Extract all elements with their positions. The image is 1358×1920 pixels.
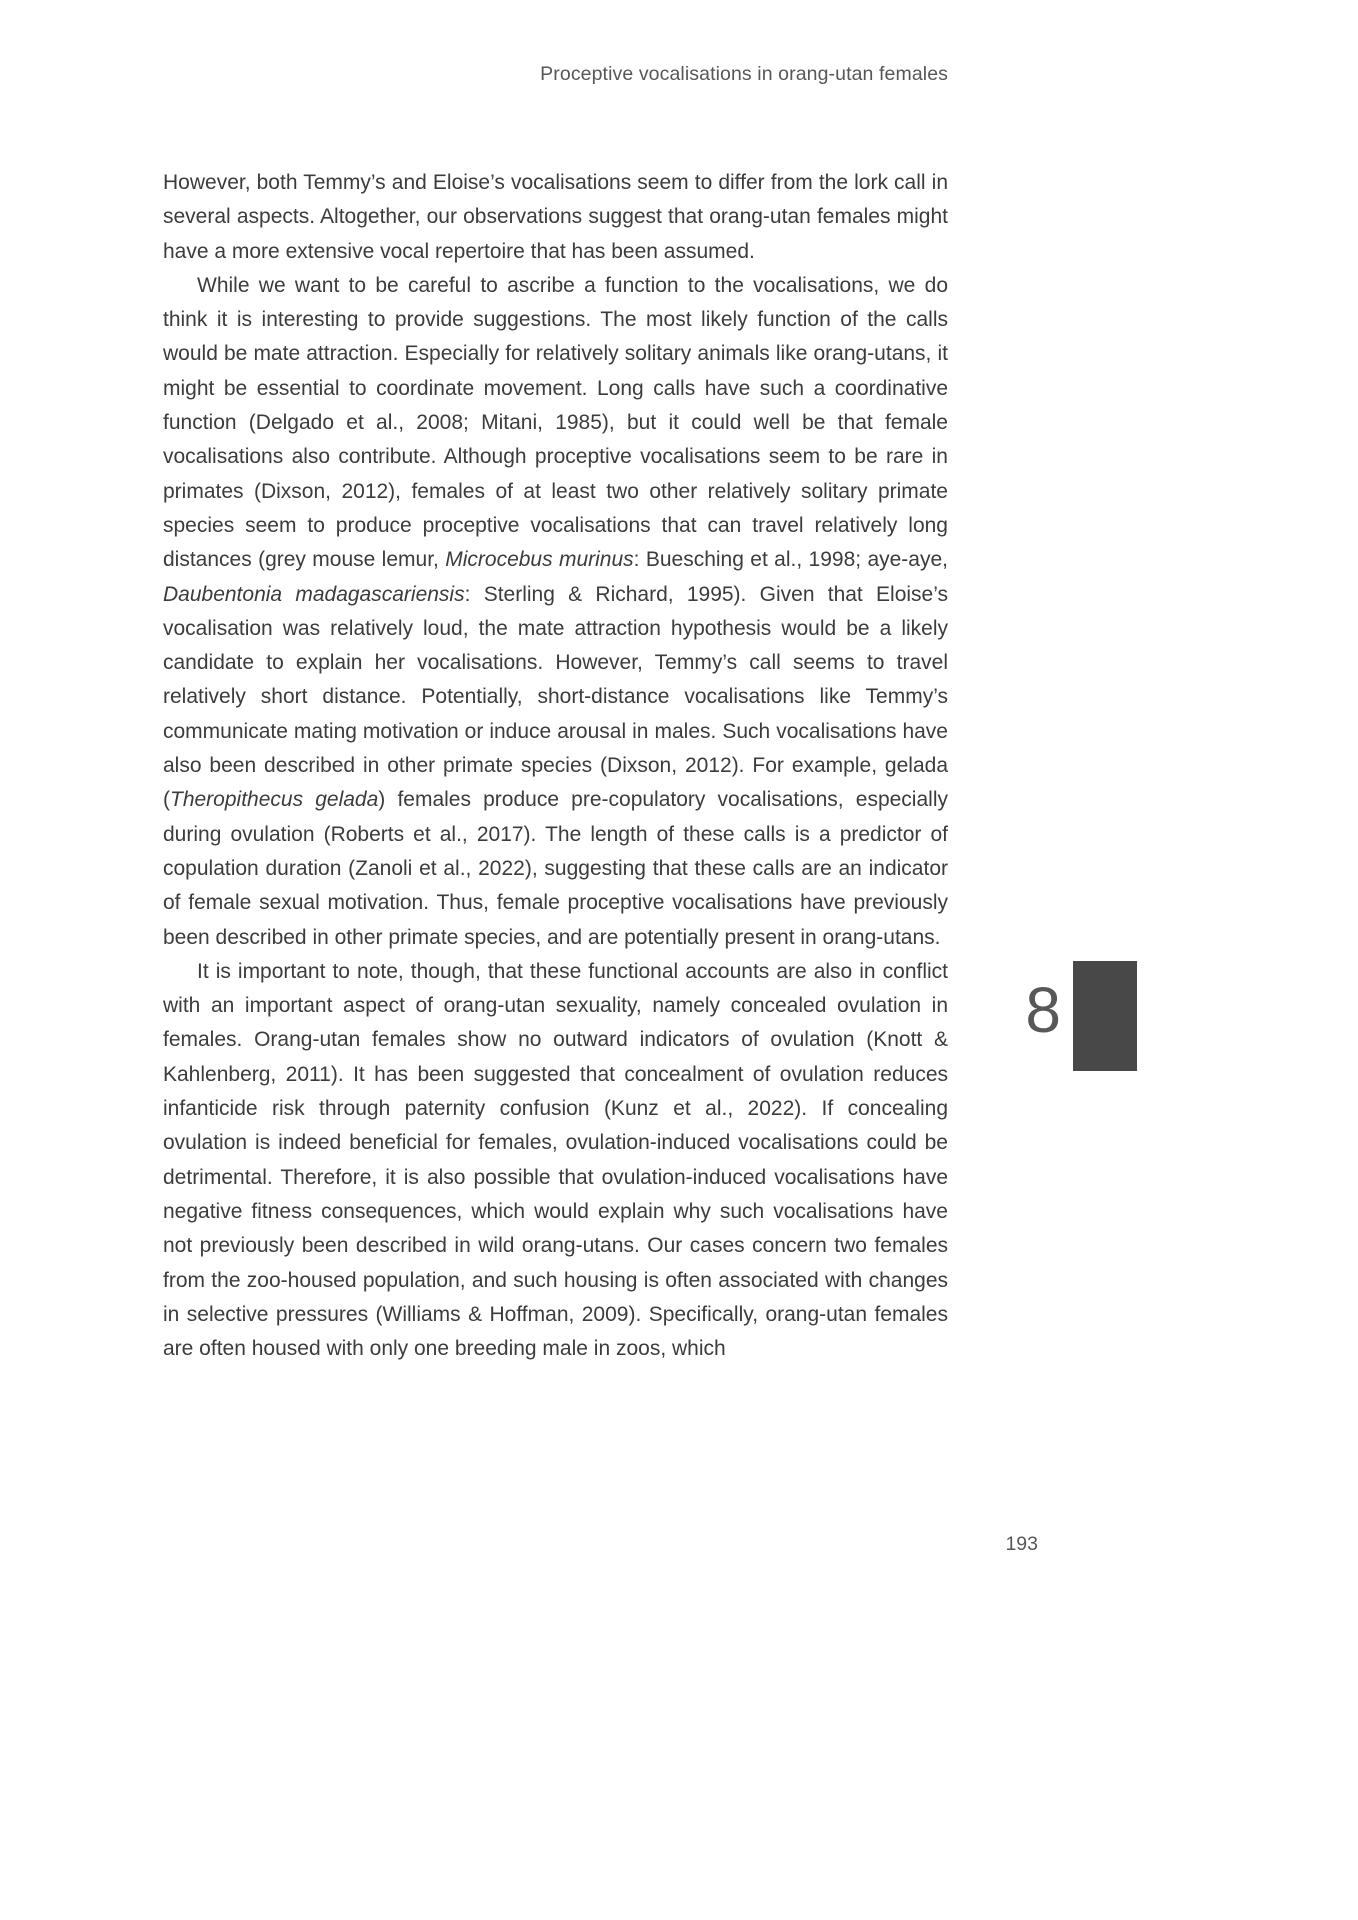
page-number: 193 xyxy=(1005,1533,1038,1555)
text-run: : Buesching et al., 1998; aye-aye, xyxy=(633,548,948,572)
text-run: ) females produce pre-copulatory vocalisations, especially during ovulation (Roberts et al., 2017). The length of these calls is a predictor of copulation duration (Zanoli et al., 2022), suggesting that these calls are an indicator of female sexual motivation. Thus, female proceptive vocalisations have previously been described in other primate species, and are potentially present in orang-utans. xyxy=(163,788,948,949)
chapter-tab-marker xyxy=(1073,961,1137,1071)
body-text xyxy=(163,166,948,1366)
chapter-number: 8 xyxy=(1025,974,1061,1046)
text-run: It is important to note, though, that these functional accounts are also in conflict with an important aspect of orang-utan sexuality, namely concealed ovulation in females. Orang-utan females show no outward indicators of ovulation (Knott & Kahlenberg, 2011). It has been suggested that concealment of ovulation reduces infanticide risk through paternity confusion (Kunz et al., 2022). If concealing ovulation is indeed beneficial for females, ovulation-induced vocalisations could be detrimental. Therefore, it is also possible that ovulation-induced vocalisations have negative fitness consequences, which would explain why such vocalisations have not previously been described in wild orang-utans. Our cases concern two females from the zoo-housed population, and such housing is often associated with changes in selective pressures (Williams & Hoffman, 2009). Specifically, orang-utan females are often housed with only one breeding male in zoos, which xyxy=(163,959,948,1361)
species-name-italic: Daubentonia madagascariensis xyxy=(163,582,465,606)
text-run: While we want to be careful to ascribe a function to the vocalisations, we do think it is interesting to provide suggestions. The most likely function of the calls would be mate attraction. Especially for relatively solitary animals like orang-utans, it might be essential to coordinate movement. Long calls have such a coordinative function (Delgado et al., 2008; Mitani, 1985), but it could well be that female vocalisations also contribute. Although proceptive vocalisations seem to be rare in primates (Dixson, 2012), females of at least two other relatively solitary primate species seem to produce proceptive vocalisations that can travel relatively long distances (grey mouse lemur, xyxy=(163,273,948,572)
text-run: : Sterling & Richard, 1995). Given that Eloise’s vocalisation was relatively loud, the mate attraction hypothesis would be a likely candidate to explain her vocalisations. However, Temmy’s call seems to travel relatively short distance. Potentially, short-distance vocalisations like Temmy’s communicate mating motivation or induce arousal in males. Such vocalisations have also been described in other primate species (Dixson, 2012). For example, gelada ( xyxy=(163,582,949,812)
species-name-italic: Theropithecus gelada xyxy=(170,788,379,812)
paragraph-1 xyxy=(163,166,948,269)
paragraph-3 xyxy=(163,955,948,1367)
species-name-italic: Microcebus murinus xyxy=(445,548,634,572)
running-header: Proceptive vocalisations in orang-utan females xyxy=(540,63,948,85)
paragraph-2 xyxy=(163,269,948,955)
text-run: However, both Temmy’s and Eloise’s vocalisations seem to differ from the lork call in several aspects. Altogether, our observations suggest that orang-utan females might have a more extensive vocal repertoire that has been assumed. xyxy=(163,171,948,263)
